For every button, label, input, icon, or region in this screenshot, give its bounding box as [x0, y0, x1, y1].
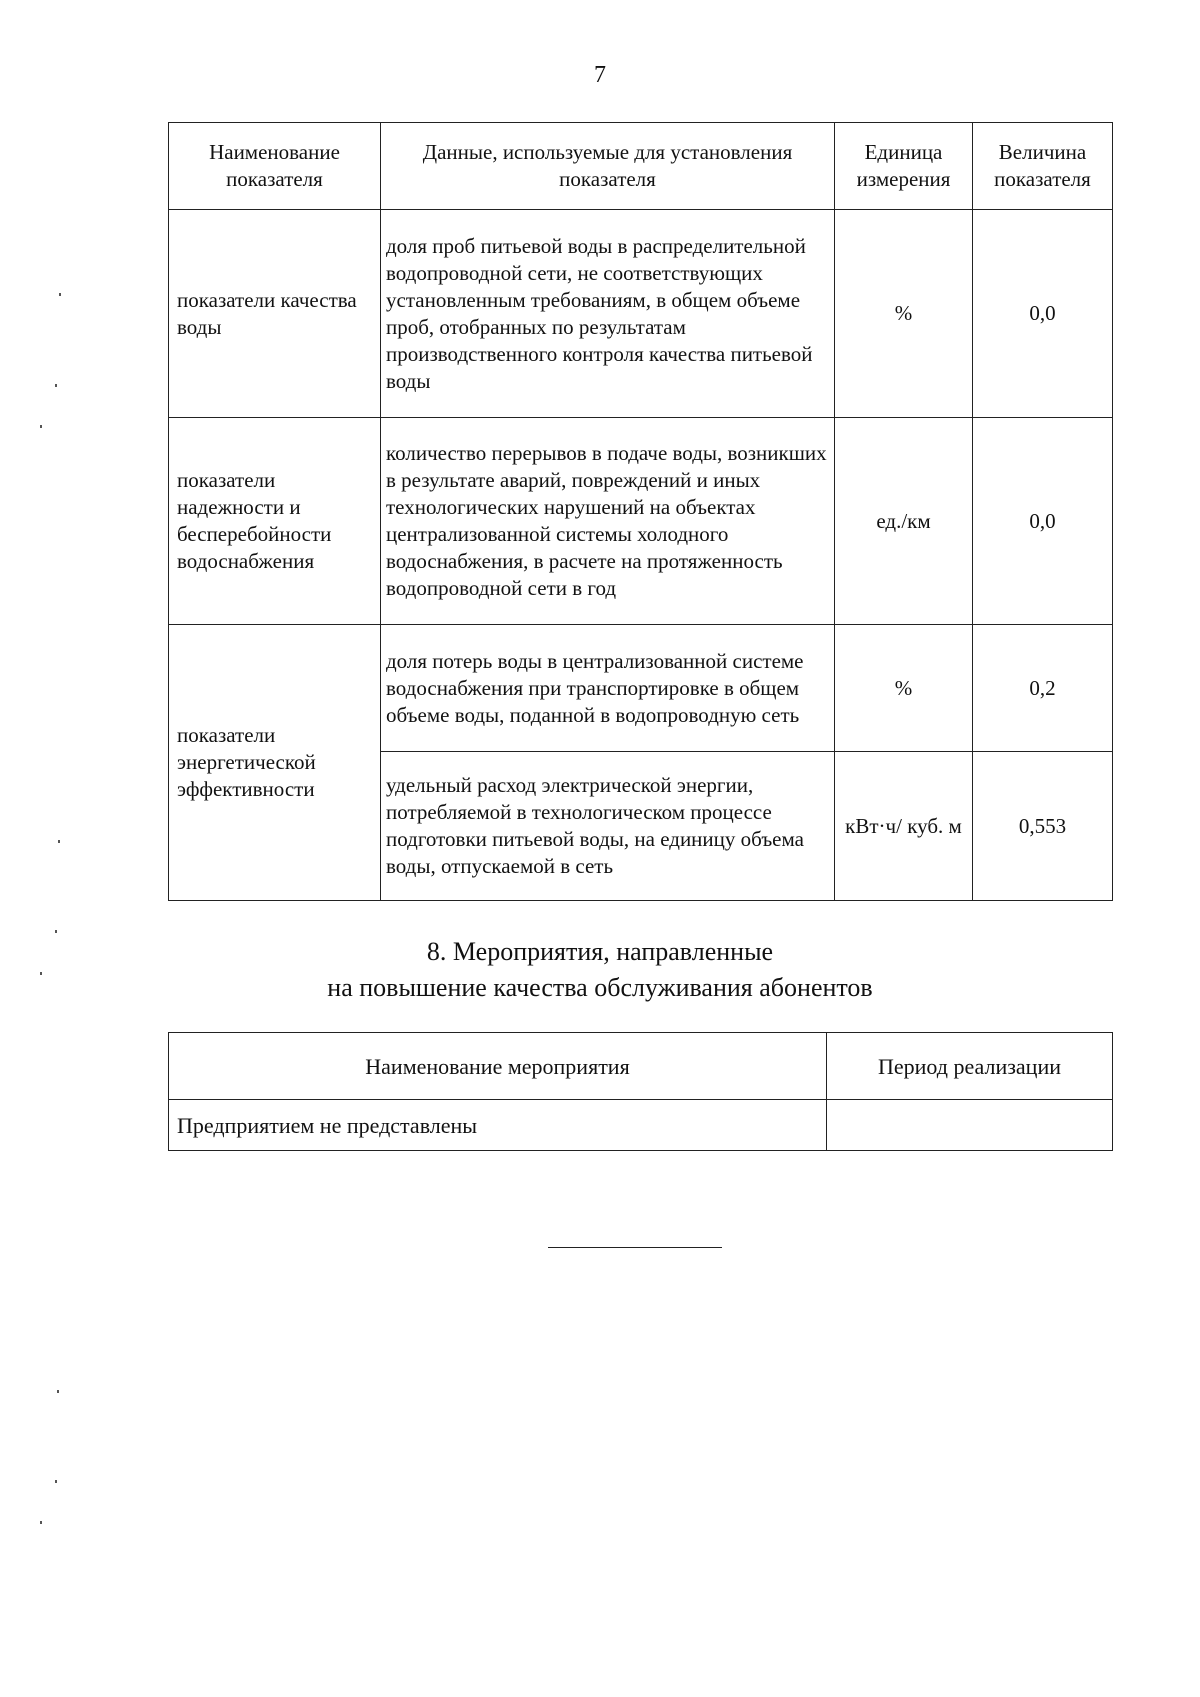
indicator-name: показатели качества воды: [169, 210, 381, 418]
scan-mark: [55, 930, 57, 933]
indicator-unit: ед./км: [835, 418, 973, 625]
page-number: 7: [594, 62, 606, 88]
indicator-data: количество перерывов в подаче воды, возникших в результате аварий, повреждений и иных технологических нарушений на объектах централизованной системы холодного водоснабжения, в расчете на протяженность водопроводной сети в год: [381, 418, 835, 625]
section-8-title-line-2: на повышение качества обслуживания абонентов: [327, 973, 873, 1002]
section-8-title: [0, 934, 1200, 1006]
header-indicator-name: Наименование показателя: [169, 123, 381, 210]
header-unit: Единица измерения: [835, 123, 973, 210]
header-value: Величина показателя: [973, 123, 1113, 210]
measure-name: Предприятием не представлены: [169, 1100, 827, 1151]
scan-mark: [58, 840, 60, 843]
indicator-value: 0,553: [973, 752, 1113, 901]
indicators-header-row: [169, 123, 1113, 210]
header-indicator-data: Данные, используемые для установления показателя: [381, 123, 835, 210]
scan-mark: [40, 1521, 42, 1524]
indicator-value: 0,2: [973, 625, 1113, 752]
table-row: [169, 210, 1113, 418]
indicators-table: [168, 122, 1113, 901]
indicator-unit: %: [835, 210, 973, 418]
table-row: [169, 625, 1113, 752]
indicator-unit: %: [835, 625, 973, 752]
indicator-name: показатели энергетической эффективности: [169, 625, 381, 901]
measures-table: [168, 1032, 1113, 1151]
indicator-data: доля потерь воды в централизованной системе водоснабжения при транспортировке в общем объеме воды, поданной в водопроводную сеть: [381, 625, 835, 752]
end-divider: [548, 1247, 722, 1248]
indicator-value: 0,0: [973, 418, 1113, 625]
scan-mark: [57, 1390, 59, 1393]
scan-mark: [40, 425, 42, 428]
scan-mark: [55, 1480, 57, 1483]
measure-period: [827, 1100, 1113, 1151]
header-period: Период реализации: [827, 1033, 1113, 1100]
scan-mark: [40, 972, 42, 975]
indicator-name: показатели надежности и бесперебойности водоснабжения: [169, 418, 381, 625]
indicator-unit: кВт·ч/ куб. м: [835, 752, 973, 901]
measures-header-row: [169, 1033, 1113, 1100]
indicator-data: доля проб питьевой воды в распределительной водопроводной сети, не соответствующих установленным требованиям, в общем объеме проб, отобранных по результатам производственного контроля качества питьевой воды: [381, 210, 835, 418]
section-8-title-line-1: 8. Мероприятия, направленные: [426, 937, 774, 966]
table-row: [169, 418, 1113, 625]
indicator-data: удельный расход электрической энергии, потребляемой в технологическом процессе подготовки питьевой воды, на единицу объема воды, отпускаемой в сеть: [381, 752, 835, 901]
table-row: [169, 1100, 1113, 1151]
indicator-value: 0,0: [973, 210, 1113, 418]
header-measure-name: Наименование мероприятия: [169, 1033, 827, 1100]
scan-mark: [59, 293, 61, 296]
scan-mark: [55, 384, 57, 387]
